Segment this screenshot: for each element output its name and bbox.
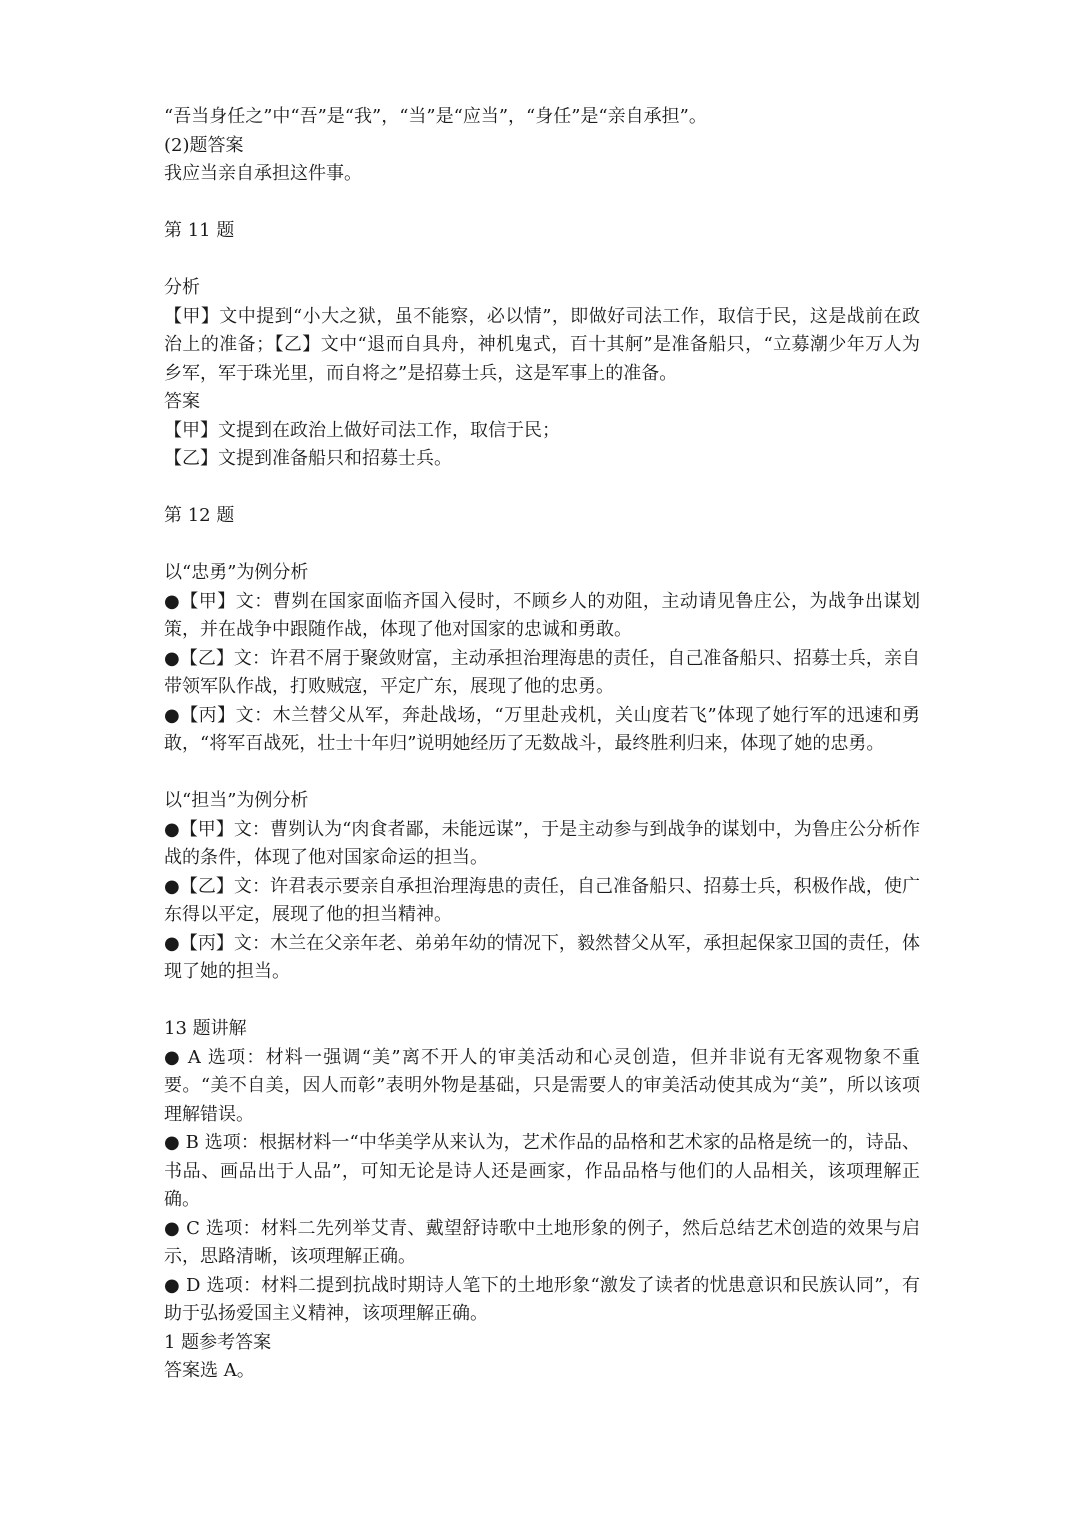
paragraph: 分析 bbox=[164, 277, 200, 298]
paragraph: ●【甲】文：曹刿认为“肉食者鄙，未能远谋”，于是主动参与到战争的谋划中，为鲁庄公分析作战的条件，体现了他对国家命运的担当。 bbox=[164, 818, 920, 868]
document-page bbox=[164, 103, 920, 1386]
paragraph: 以“担当”为例分析 bbox=[164, 790, 309, 811]
paragraph: ● C 选项：材料二先列举艾青、戴望舒诗歌中土地形象的例子，然后总结艺术创造的效果与启示，思路清晰，该项理解正确。 bbox=[164, 1217, 920, 1267]
paragraph: 【甲】文提到在政治上做好司法工作，取信于民； bbox=[164, 419, 560, 441]
blank-line bbox=[164, 987, 920, 1016]
blank-line bbox=[164, 759, 920, 788]
paragraph: 第 12 题 bbox=[164, 505, 235, 526]
paragraph: 第 11 题 bbox=[164, 220, 235, 241]
paragraph: 【乙】文提到准备船只和招募士兵。 bbox=[164, 448, 452, 469]
paragraph: 我应当亲自承担这件事。 bbox=[164, 163, 362, 184]
paragraph: ● A 选项：材料一强调“美”离不开人的审美活动和心灵创造，但并非说有无客观物象不重要。“美不自美，因人而彰”表明外物是基础，只是需要人的审美活动使其成为“美”，所以该项理解错误。 bbox=[164, 1046, 920, 1125]
paragraph: 1 题参考答案 bbox=[164, 1331, 272, 1353]
blank-line bbox=[164, 474, 920, 503]
paragraph: ●【丙】文：木兰在父亲年老、弟弟年幼的情况下，毅然替父从军，承担起保家卫国的责任，体现了她的担当。 bbox=[164, 932, 920, 982]
paragraph: ●【甲】文：曹刿在国家面临齐国入侵时，不顾乡人的劝阻，主动请见鲁庄公，为战争出谋划策，并在战争中跟随作战，体现了他对国家的忠诚和勇敢。 bbox=[164, 590, 920, 640]
paragraph: ● D 选项：材料二提到抗战时期诗人笔下的土地形象“激发了读者的忧患意识和民族认同”，有助于弘扬爱国主义精神，该项理解正确。 bbox=[164, 1274, 920, 1324]
paragraph: ●【乙】文：许君不屑于聚敛财富，主动承担治理海患的责任，自己准备船只、招募士兵，亲自带领军队作战，打败贼寇，平定广东，展现了他的忠勇。 bbox=[164, 647, 920, 697]
paragraph: ● B 选项：根据材料一“中华美学从来认为，艺术作品的品格和艺术家的品格是统一的，诗品、书品、画品出于人品”，可知无论是诗人还是画家，作品品格与他们的人品相关，该项理解正确。 bbox=[164, 1132, 920, 1210]
paragraph: 以“忠勇”为例分析 bbox=[164, 562, 309, 583]
paragraph: 【甲】文中提到“小大之狱，虽不能察，必以情”，即做好司法工作，取信于民，这是战前在政治上的准备；【乙】文中“退而自具舟，神机鬼式，百十其舸”是准备船只，“立募潮少年万人为乡军，军于珠光里，而自将之”是招募士兵，这是军事上的准备。 bbox=[164, 305, 920, 384]
paragraph: (2)题答案 bbox=[164, 134, 244, 156]
blank-line bbox=[164, 246, 920, 275]
blank-line bbox=[164, 189, 920, 218]
paragraph: 答案选 A。 bbox=[164, 1360, 255, 1381]
paragraph: “吾当身任之”中“吾”是“我”，“当”是“应当”，“身任”是“亲自承担”。 bbox=[164, 106, 707, 127]
paragraph: ●【乙】文：许君表示要亲自承担治理海患的责任，自己准备船只、招募士兵，积极作战，使广东得以平定，展现了他的担当精神。 bbox=[164, 875, 920, 925]
paragraph: 答案 bbox=[164, 391, 200, 412]
paragraph: 13 题讲解 bbox=[164, 1018, 247, 1039]
paragraph: ●【丙】文：木兰替父从军，奔赴战场，“万里赴戎机，关山度若飞”体现了她行军的迅速和勇敢，“将军百战死，壮士十年归”说明她经历了无数战斗，最终胜利归来，体现了她的忠勇。 bbox=[164, 704, 920, 754]
blank-line bbox=[164, 531, 920, 560]
